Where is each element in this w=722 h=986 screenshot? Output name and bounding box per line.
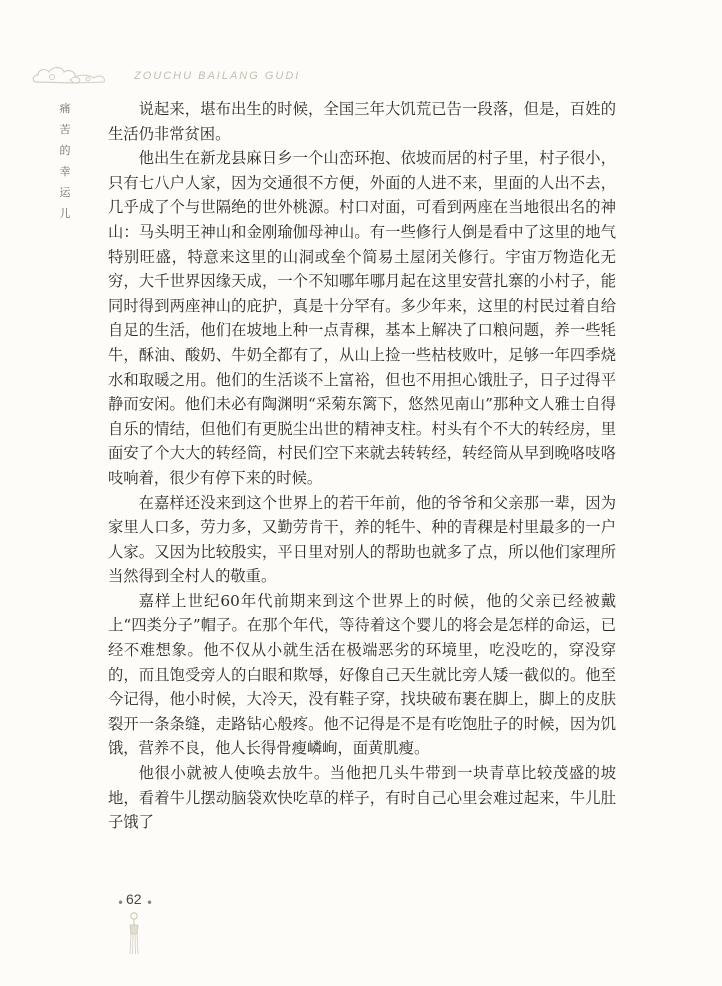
cloud-ornament-icon <box>30 60 110 90</box>
paragraph: 他出生在新龙县麻日乡一个山峦环抱、依坡而居的村子里，村子很小，只有七八户人家，因为交通很不方便，外面的人进不来，里面的人出不去，几乎成了个与世隔绝的世外桃源。村口对面，可看到两座在当地很出名的神山：马头明王神山和金刚瑜伽母神山。有一些修行人倒是看中了这里的地气特别旺盛，特意来这里的山洞或垒个简易土屋闭关修行。宇宙万物造化无穷，大千世界因缘天成，一个不知哪年哪月起在这里安营扎寨的小村子，能同时得到两座神山的庇护，真是十分罕有。多少年来，这里的村民过着自给自足的生活，他们在坡地上种一点青稞，基本上解决了口粮问题，养一些牦牛，酥油、酸奶、牛奶全都有了，从山上捡一些枯枝败叶，足够一年四季烧水和取暖之用。他们的生活谈不上富裕，但也不用担心饿肚子，日子过得平静而安闲。他们未必有陶渊明“采菊东篱下，悠然见南山”那种文人雅士自得自乐的情结，但他们有更脱尘出世的精神支柱。村头有个不大的转经房，里面安了个大大的转经筒，村民们空下来就去转转经，转经筒从早到晚咯吱咯吱响着，很少有停下来的时候。 <box>108 149 616 487</box>
side-label-char: 痛 <box>59 102 71 115</box>
paragraph: 说起来，堪布出生的时候，全国三年大饥荒已告一段落，但是，百姓的生活仍非常贫困。 <box>108 100 616 143</box>
paragraph: 嘉样上世纪60年代前期来到这个世界上的时候，他的父亲已经被戴上“四类分子”帽子。在那个年代，等待着这个婴儿的将会是怎样的命运，已经不难想象。他不仅从小就生活在极端恶劣的环境里，吃没吃的，穿没穿的，而且饱受旁人的白眼和欺辱，好像自己天生就比旁人矮一截似的。他至今记得，他小时候，大冷天，没有鞋子穿，找块破布裹在脚上，脚上的皮肤裂开一条条缝，走路钻心般疼。他不记得是不是有吃饱肚子的时候，因为饥饿，营养不良，他人长得骨瘦嶙峋，面黄肌瘦。 <box>108 591 616 758</box>
paragraph: 在嘉样还没来到这个世界上的若干年前，他的爷爷和父亲那一辈，因为家里人口多，劳力多，又勤劳肯干，养的牦牛、种的青稞是村里最多的一户人家。又因为比较殷实，平日里对别人的帮助也就多了点，所以他们家理所当然得到全村人的敬重。 <box>108 493 616 586</box>
dot-ornament-icon: • <box>146 896 154 910</box>
side-label-char: 幸 <box>59 165 71 178</box>
page-footer <box>110 888 170 958</box>
page-number: 62 <box>126 891 142 907</box>
running-header <box>30 60 330 94</box>
side-label-char: 运 <box>59 186 71 199</box>
running-title: ZOUCHU BAILANG GUDI <box>134 70 301 82</box>
dot-ornament-icon: • <box>117 896 125 910</box>
chapter-side-label <box>54 98 76 224</box>
body-text <box>108 97 616 835</box>
side-label-char: 儿 <box>59 207 71 220</box>
side-label-char: 苦 <box>59 123 71 136</box>
paragraph: 他很小就被人使唤去放牛。当他把几头牛带到一块青草比较茂盛的坡地，看着牛儿摆动脑袋欢快吃草的样子，有时自己心里会难过起来，牛儿肚子饿了 <box>108 764 616 832</box>
tassel-ornament-icon <box>122 910 146 956</box>
side-label-char: 的 <box>59 144 71 157</box>
